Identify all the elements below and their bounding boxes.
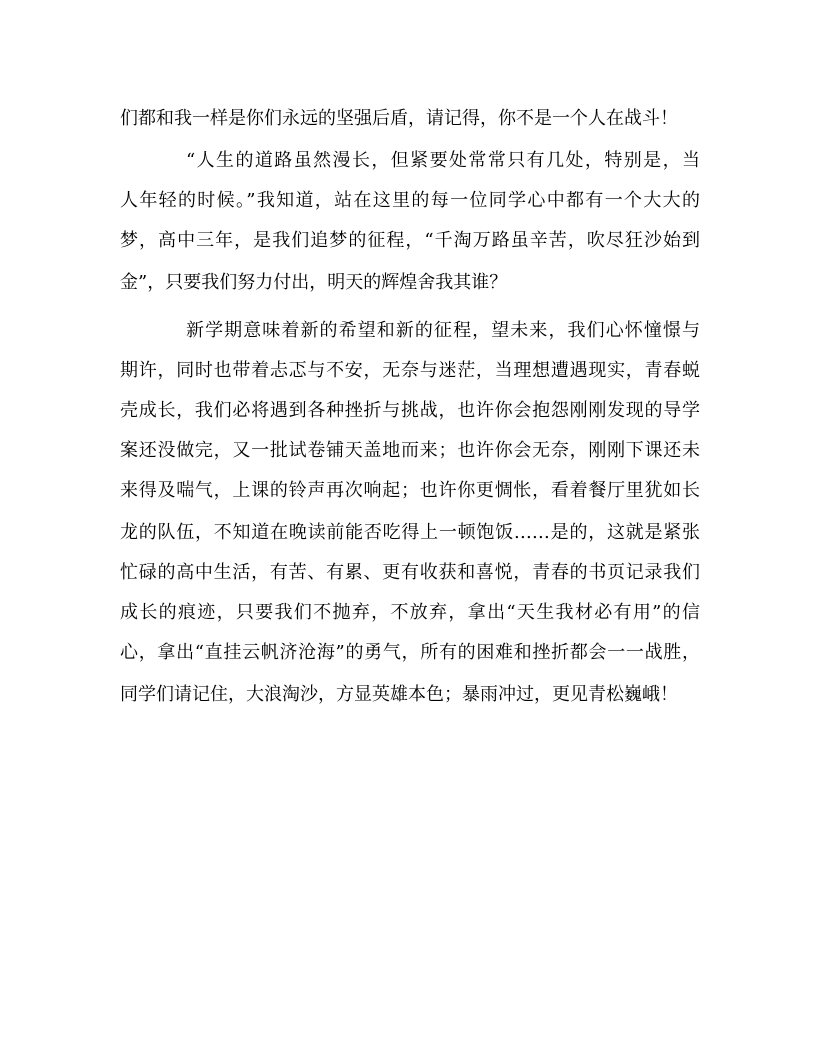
text-line-8: 壳成长，我们必将遇到各种挫折与挑战，也许你会抱怨刚刚发现的导学 (120, 400, 700, 421)
text-line-9: 案还没做完，又一批试卷铺天盖地而来；也许你会无奈，刚刚下课还未 (120, 440, 700, 461)
text-line-11: 龙的队伍，不知道在晚读前能否吃得上一顿饱饭……是的，这就是紧张 (120, 522, 700, 543)
text-line-4: 梦，高中三年，是我们追梦的征程，“千淘万路虽辛苦，吹尽狂沙始到 (120, 230, 700, 251)
text-line-5: 金”，只要我们努力付出，明天的辉煌舍我其谁？ (120, 272, 508, 293)
text-line-13: 成长的痕迹，只要我们不抛弃，不放弃，拿出“天生我材必有用”的信 (120, 602, 700, 623)
text-line-1: 们都和我一样是你们永远的坚强后盾，请记得，你不是一个人在战斗！ (120, 108, 678, 129)
text-line-12: 忙碌的高中生活，有苦、有累、更有收获和喜悦，青春的书页记录我们 (120, 562, 700, 583)
text-line-7: 期许，同时也带着忐忑与不安，无奈与迷茫，当理想遭遇现实，青春蜕 (120, 360, 700, 381)
text-line-14: 心，拿出“直挂云帆济沧海”的勇气，所有的困难和挫折都会一一战胜， (120, 642, 700, 663)
text-line-2: “人生的道路虽然漫长，但紧要处常常只有几处，特别是，当 (186, 150, 700, 171)
text-line-10: 来得及喘气，上课的铃声再次响起；也许你更惆怅，看着餐厅里犹如长 (120, 480, 700, 501)
text-line-15: 同学们请记住，大浪淘沙，方显英雄本色；暴雨冲过，更见青松巍峨！ (120, 684, 678, 705)
text-line-6: 新学期意味着新的希望和新的征程，望未来，我们心怀憧憬与 (186, 320, 700, 341)
text-line-3: 人年轻的时候。”我知道，站在这里的每一位同学心中都有一个大大的 (120, 190, 700, 211)
